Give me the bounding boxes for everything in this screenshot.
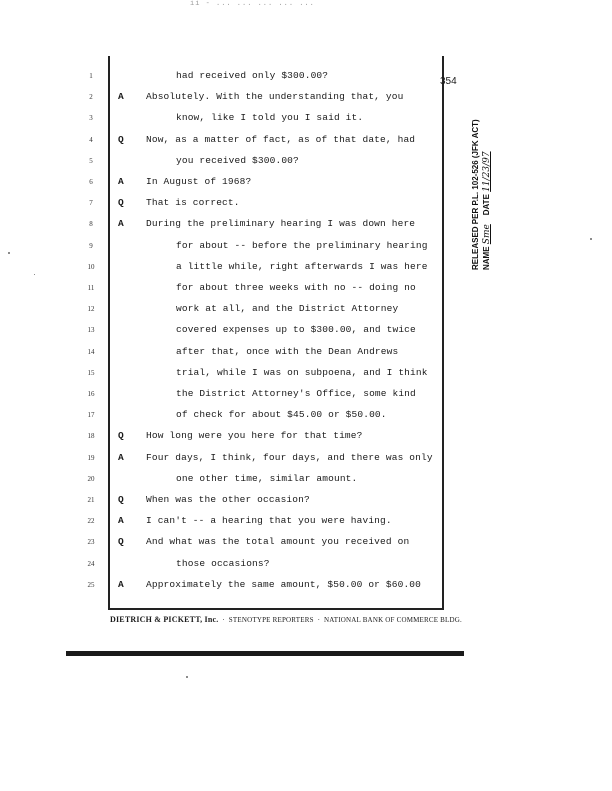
frame-bottom-border [108,608,444,610]
line-number: 17 [87,411,95,420]
speaker-label: Q [118,133,124,145]
transcript-line-text: Now, as a matter of fact, as of that date, had [146,133,416,145]
page-number: 354 [440,76,457,87]
line-number: 14 [87,347,95,356]
stamp-date-value: 11/23/97 [482,151,492,192]
line-number: 25 [87,580,95,589]
line-number: 22 [87,517,95,526]
line-number: 5 [89,156,93,165]
speaker-label: A [118,451,124,463]
reporter-footer [110,615,462,624]
stamp-date-label: DATE [482,194,491,216]
speaker-label: Q [118,494,124,505]
footer-reporters: STENOTYPE REPORTERS [228,616,314,624]
transcript-line-text: work at all, and the District Attorney [176,303,399,315]
transcript-line-text: In August of 1968? [146,176,252,187]
transcript-line-text: Absolutely. With the understanding that, you [146,91,404,103]
scan-speck [8,252,10,254]
line-number: 2 [89,93,93,102]
speaker-label: A [118,218,124,230]
scan-speck [590,238,592,240]
footer-separator: · [222,616,225,624]
transcript-line-text: know, like I told you I said it. [176,112,364,124]
line-number: 15 [87,368,95,377]
transcript-line-text: When was the other occasion? [146,494,310,505]
transcript-line-text: those occasions? [176,557,270,569]
speaker-label: Q [118,197,124,209]
transcript-line-text: you received $300.00? [176,154,299,166]
footer-firm: DIETRICH & PICKETT, Inc. [110,615,219,624]
line-number: 3 [89,114,93,123]
line-number: 12 [87,305,95,314]
transcript-line-text: Approximately the same amount, $50.00 or $60.00 [146,578,421,590]
line-number: 1 [89,72,93,80]
line-number: 16 [87,390,95,398]
transcript-line-text: a little while, right afterwards I was here [176,260,428,272]
transcript-line-text: That is correct. [146,197,240,209]
transcript-line-text: the District Attorney's Office, some kind [176,388,416,399]
footer-separator: · [317,616,321,624]
frame-left-border [108,56,110,610]
line-number: 13 [87,326,95,335]
speaker-label: Q [118,430,124,442]
line-number: 6 [89,178,93,186]
frame-right-border [442,56,444,610]
transcript-line-text: for about -- before the preliminary hearing [176,239,428,251]
speaker-label: A [118,91,124,103]
line-number: 9 [89,241,93,250]
line-number: 18 [87,432,95,441]
speaker-label: A [118,515,124,527]
transcript-line-text: How long were you here for that time? [146,430,363,442]
line-number: 20 [87,474,95,483]
header-smudge: ii - ... ... ... ... ... [190,0,315,8]
line-number: 7 [89,199,93,208]
transcript-line-text: I can't -- a hearing that you were having. [146,515,392,527]
bottom-rule [66,651,464,656]
line-number: 10 [87,262,95,271]
transcript-line-text: covered expenses up to $300.00, and twice [176,324,416,336]
stamp-name-signature: Sme [482,224,492,245]
line-number: 4 [89,135,93,144]
release-stamp [470,119,493,270]
line-number: 19 [87,453,95,462]
transcript-line-text: of check for about $45.00 or $50.00. [176,409,387,421]
transcript-line-text: And what was the total amount you received on [146,536,410,548]
line-number: 8 [89,220,93,229]
transcript-line-text: had received only $300.00? [176,70,329,81]
transcript-line-text: one other time, similar amount. [176,472,358,484]
speaker-label: A [118,176,124,187]
transcript-line-text: after that, once with the Dean Andrews [176,345,399,357]
footer-bank: NATIONAL BANK OF COMMERCE BLDG. [324,616,462,624]
line-number: 21 [87,496,95,504]
line-number: 24 [87,559,95,568]
stamp-name-label: NAME [482,246,491,270]
speaker-label: A [118,578,124,590]
scan-speck [34,274,35,275]
transcript-line-text: Four days, I think, four days, and there was only [146,451,433,463]
speaker-label: Q [118,536,124,548]
transcript-line-text: for about three weeks with no -- doing no [176,282,416,293]
line-number: 11 [87,284,95,292]
stamp-release-line: RELEASED PER P.L. 102-526 (JFK ACT) [471,119,480,270]
stamp-name-date-line [481,119,493,270]
transcript-line-text: During the preliminary hearing I was down here [146,218,416,230]
line-number: 23 [87,538,95,547]
transcript-line-text: trial, while I was on subpoena, and I think [176,366,428,378]
scan-speck [186,676,188,678]
